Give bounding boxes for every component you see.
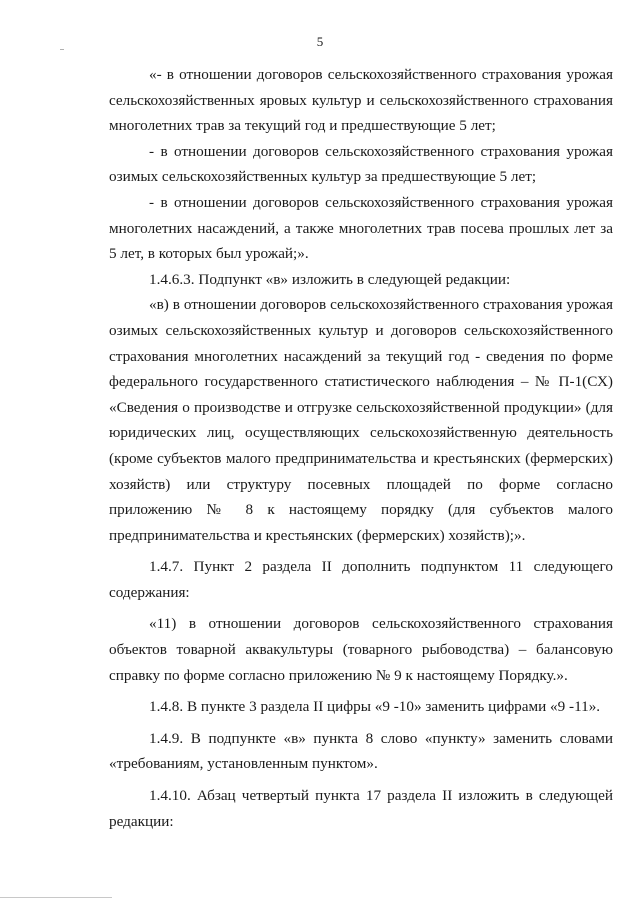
scan-edge-line <box>0 897 112 898</box>
paragraph-1-4-8: 1.4.8. В пункте 3 раздела II цифры «9 -10» заменить цифрами «9 -11». <box>149 698 601 716</box>
document-body <box>109 62 613 834</box>
paragraph-ozimye: - в отношении договоров сельскохозяйственного страхования урожая озимых сельскохозяйственных культур за предшествующие 5 лет; <box>109 142 613 186</box>
paragraph-subpoint-v: «в) в отношении договоров сельскохозяйственного страхования урожая озимых сельскохозяйственных культур и договоров сельскохозяйственного страхования многолетних насаждений за текущий год - сведения по форме федерального государственного статистического наблюдения – № П-1(СХ) «Сведения о производстве и отгрузке сельскохозяйственной продукции» (для юридических лиц, осуществляющих сельскохозяйственную деятельность (кроме субъектов малого предпринимательства и крестьянских (фермерских) хозяйств) или структуру посевных площадей по форме согласно приложению № 8 к настоящему порядку (для субъектов малого предпринимательства и крестьянских (фермерских) хозяйств);». <box>109 296 613 544</box>
paragraph-subpoint-11: «11) в отношении договоров сельскохозяйственного страхования объектов товарной аквакультуры (товарного рыбоводства) – балансовую справку по форме согласно приложению № 9 к настоящему Порядку.». <box>109 615 613 684</box>
page-number: 5 <box>316 34 324 49</box>
paragraph-1-4-7: 1.4.7. Пункт 2 раздела II дополнить подпунктом 11 следующего содержания: <box>109 558 613 601</box>
paragraph-1-4-9: 1.4.9. В подпункте «в» пункта 8 слово «пункту» заменить словами «требованиям, установленным пунктом». <box>109 729 613 773</box>
paragraph-mnogoletnie: - в отношении договоров сельскохозяйственного страхования урожая многолетних насаждений, а также многолетних трав посева прошлых лет за 5 лет, в которых был урожай;». <box>109 193 613 263</box>
paragraph-yarovye: «- в отношении договоров сельскохозяйственного страхования урожая сельскохозяйственных яровых культур и сельскохозяйственного страхования многолетних трав за текущий год и предшествующие 5 лет; <box>109 66 613 135</box>
paragraph-1-4-10: 1.4.10. Абзац четвертый пункта 17 раздела II изложить в следующей редакции: <box>109 787 613 830</box>
paragraph-1-4-6-3: 1.4.6.3. Подпункт «в» изложить в следующей редакции: <box>149 270 511 288</box>
